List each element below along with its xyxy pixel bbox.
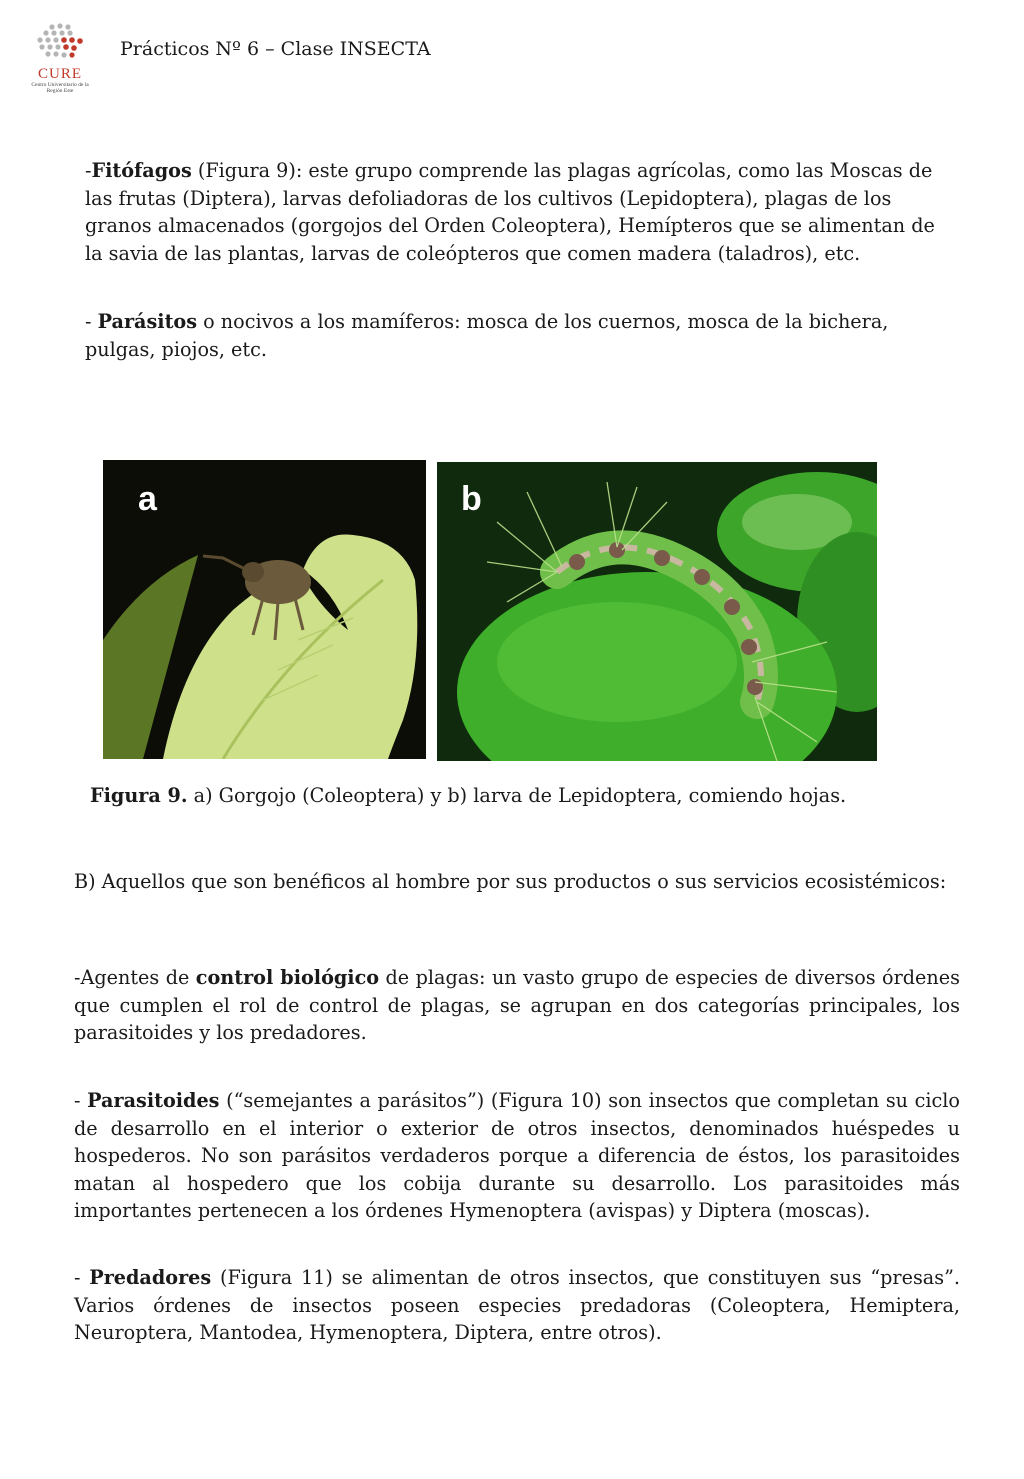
- fitofagos-text: (Figura 9): este grupo comprende las plagas agrícolas, como las Moscas de las frutas (Diptera), larvas defoliadoras de los cultivos (Lepidoptera), plagas de los granos almacenados (gorgojos del Orden Coleoptera), Hemípteros que se alimentan de la savia de las plantas, larvas de coleópteros que comen madera (taladros), etc.: [85, 159, 935, 265]
- paragraph-control-biologico: [74, 964, 960, 1047]
- figure-9b-caterpillar-photo: [437, 462, 877, 761]
- logo-name: CURE: [37, 66, 82, 82]
- parasitoides-text: (“semejantes a parásitos”) (Figura 10) son insectos que completan su ciclo de desarrollo en el interior o exterior de otros insectos, denominados huéspedes u hospederos. No son parásitos verdaderos porque a diferencia de éstos, los parasitoides matan al hospedero que los cobija durante su desarrollo. Los parasitoides más importantes pertenecen a los órdenes Hymenoptera (avispas) y Diptera (moscas).: [74, 1089, 960, 1222]
- control-lead: -Agentes de: [74, 966, 196, 989]
- paragraph-beneficos: B) Aquellos que son benéficos al hombre por sus productos o sus servicios ecosistémicos:: [74, 870, 947, 893]
- figure-panel-b-label: b: [461, 480, 482, 518]
- parasitoides-lead: -: [74, 1089, 88, 1112]
- logo-dots-icon: [30, 22, 90, 66]
- fitofagos-lead: -: [85, 159, 92, 182]
- figure-9a-weevil-photo: [103, 460, 426, 759]
- figure-9-caption: [90, 782, 846, 809]
- predadores-text: (Figura 11) se alimentan de otros insectos, que constituyen sus “presas”. Varios órdenes de insectos poseen especies predadoras (Coleoptera, Hemiptera, Neuroptera, Mantodea, Hymenoptera, Diptera, entre otros).: [74, 1266, 960, 1344]
- caterpillar-on-leaf-image: [437, 462, 877, 761]
- predadores-lead: -: [74, 1266, 90, 1289]
- cure-logo: [30, 22, 90, 100]
- control-text: de plagas: un vasto grupo de especies de diversos órdenes que cumplen el rol de control de plagas, se agrupan en dos categorías principales, los parasitoides y los predadores.: [74, 966, 960, 1044]
- parasitos-lead: -: [85, 310, 98, 333]
- figure-panel-a-label: a: [138, 480, 157, 518]
- caption-figure-number: Figura 9.: [90, 784, 188, 807]
- paragraph-predadores: [74, 1264, 960, 1347]
- logo-subtitle: Centro Universitario de la Región Este: [31, 82, 89, 94]
- paragraph-parasitos: [85, 308, 945, 363]
- parasitos-text: o nocivos a los mamíferos: mosca de los cuernos, mosca de la bichera, pulgas, piojos, etc.: [85, 310, 889, 361]
- predadores-term: Predadores: [89, 1266, 212, 1289]
- parasitos-term: Parásitos: [97, 310, 198, 333]
- control-term: control biológico: [195, 966, 380, 989]
- fitofagos-term: Fitófagos: [91, 159, 192, 182]
- parasitoides-term: Parasitoides: [87, 1089, 220, 1112]
- paragraph-parasitoides: [74, 1087, 960, 1225]
- caption-text: a) Gorgojo (Coleoptera) y b) larva de Lepidoptera, comiendo hojas.: [187, 784, 847, 807]
- paragraph-fitofagos: [85, 157, 945, 267]
- page-title: Prácticos Nº 6 – Clase INSECTA: [120, 38, 431, 60]
